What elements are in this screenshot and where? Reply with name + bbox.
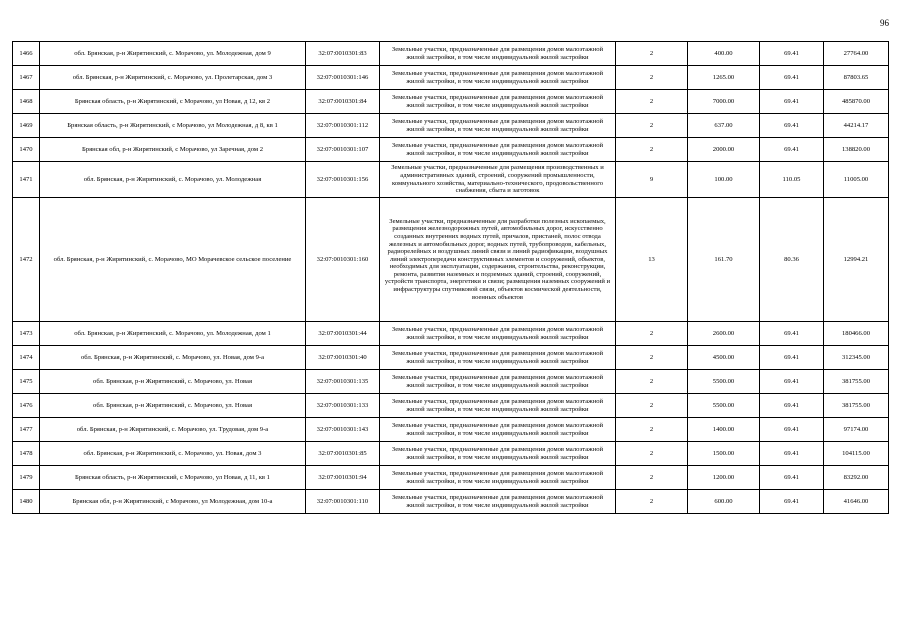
- land-category-cell: Земельные участки, предназначенные для размещения домов малоэтажной жилой застройки, в том числе индивидуальной жилой застройки: [380, 370, 616, 394]
- cadastral-number-cell: 32:07:0010301:44: [306, 322, 380, 346]
- rate-cell: 110.05: [760, 162, 824, 198]
- cadastral-number-cell: 32:07:0010301:110: [306, 490, 380, 514]
- rate-cell: 69.41: [760, 418, 824, 442]
- address-cell: обл. Брянская, р-н Жирятинский, с. Морачово, ул. Новая: [40, 370, 306, 394]
- group-cell: 2: [616, 138, 688, 162]
- address-cell: Брянская область, р-н Жирятинский, с Морачово, ул Молодежная, д 8, кв 1: [40, 114, 306, 138]
- address-cell: Брянская область, р-н Жирятинский, с Морачово, ул Новая, д 12, кв 2: [40, 90, 306, 114]
- land-category-cell: Земельные участки, предназначенные для размещения производственных и административных зданий, строений, сооружений промышленности, коммунального хозяйства, материально-технического, продовольственного снабжения, сбыта и заготовок: [380, 162, 616, 198]
- group-cell: 2: [616, 490, 688, 514]
- land-category-cell: Земельные участки, предназначенные для размещения домов малоэтажной жилой застройки, в том числе индивидуальной жилой застройки: [380, 418, 616, 442]
- address-cell: Брянская обл, р-н Жирятинский, с Морачово, ул Молодежная, дом 10-а: [40, 490, 306, 514]
- table-row: [13, 138, 889, 162]
- rate-cell: 69.41: [760, 138, 824, 162]
- land-category-cell: Земельные участки, предназначенные для размещения домов малоэтажной жилой застройки, в том числе индивидуальной жилой застройки: [380, 114, 616, 138]
- cadastral-number-cell: 32:07:0010301:133: [306, 394, 380, 418]
- cadastral-value-cell: 485870.00: [824, 90, 889, 114]
- group-cell: 2: [616, 418, 688, 442]
- cadastral-number-cell: 32:07:0010301:85: [306, 442, 380, 466]
- land-category-cell: Земельные участки, предназначенные для размещения домов малоэтажной жилой застройки, в том числе индивидуальной жилой застройки: [380, 466, 616, 490]
- cadastral-number-cell: 32:07:0010301:146: [306, 66, 380, 90]
- cadastral-value-cell: 381755.00: [824, 394, 889, 418]
- address-cell: Брянская обл, р-н Жирятинский, с Морачово, ул Заречная, дом 2: [40, 138, 306, 162]
- land-category-cell: Земельные участки, предназначенные для размещения домов малоэтажной жилой застройки, в том числе индивидуальной жилой застройки: [380, 490, 616, 514]
- table-row: [13, 114, 889, 138]
- land-category-cell: Земельные участки, предназначенные для разработки полезных ископаемых, размещения железнодорожных путей, автомобильных дорог, искусственно созданных внутренних водных путей, причалов, пристаней, полос отвода железных и автомобильных дорог, водных путей, трубопроводов, кабельных, радиорелейных и воздушных линий связи и линий радиофикации, воздушных линий электропередачи конструктивных элементов и сооружений, объектов, необходимых для эксплуатации, содержания, строительства, реконструкции, ремонта, развития наземных и подземных зданий, строений, сооружений, устройств транспорта, энергетики и связи; размещения наземных сооружений и инфраструктуры спутниковой связи, объектов космической деятельности, военных объектов: [380, 198, 616, 322]
- cadastral-value-cell: 41646.00: [824, 490, 889, 514]
- cadastral-value-cell: 83292.00: [824, 466, 889, 490]
- address-cell: обл. Брянская, р-н Жирятинский, с. Морачово, МО Морачевское сельское поселение: [40, 198, 306, 322]
- land-category-cell: Земельные участки, предназначенные для размещения домов малоэтажной жилой застройки, в том числе индивидуальной жилой застройки: [380, 138, 616, 162]
- table-row: [13, 66, 889, 90]
- land-category-cell: Земельные участки, предназначенные для размещения домов малоэтажной жилой застройки, в том числе индивидуальной жилой застройки: [380, 322, 616, 346]
- cadastral-value-cell: 44214.17: [824, 114, 889, 138]
- address-cell: обл. Брянская, р-н Жирятинский, с. Морачово, ул. Новая: [40, 394, 306, 418]
- area-cell: 1400.00: [688, 418, 760, 442]
- cadastral-value-cell: 180466.00: [824, 322, 889, 346]
- rate-cell: 69.41: [760, 394, 824, 418]
- address-cell: обл. Брянская, р-н Жирятинский, с. Морачово, ул. Молодежная, дом 9: [40, 42, 306, 66]
- row-number: 1475: [13, 370, 40, 394]
- land-registry-table: [12, 41, 889, 514]
- cadastral-value-cell: 87803.65: [824, 66, 889, 90]
- group-cell: 2: [616, 442, 688, 466]
- row-number: 1472: [13, 198, 40, 322]
- cadastral-value-cell: 12994.21: [824, 198, 889, 322]
- area-cell: 5500.00: [688, 370, 760, 394]
- address-cell: обл. Брянская, р-н Жирятинский, с. Морачово, ул. Трудовая, дом 9-а: [40, 418, 306, 442]
- area-cell: 4500.00: [688, 346, 760, 370]
- table-row: [13, 162, 889, 198]
- table-row: [13, 370, 889, 394]
- group-cell: 2: [616, 322, 688, 346]
- cadastral-number-cell: 32:07:0010301:112: [306, 114, 380, 138]
- area-cell: 600.00: [688, 490, 760, 514]
- cadastral-value-cell: 27764.00: [824, 42, 889, 66]
- cadastral-number-cell: 32:07:0010301:156: [306, 162, 380, 198]
- group-cell: 2: [616, 66, 688, 90]
- area-cell: 1500.00: [688, 442, 760, 466]
- land-category-cell: Земельные участки, предназначенные для размещения домов малоэтажной жилой застройки, в том числе индивидуальной жилой застройки: [380, 66, 616, 90]
- table-row: [13, 42, 889, 66]
- land-category-cell: Земельные участки, предназначенные для размещения домов малоэтажной жилой застройки, в том числе индивидуальной жилой застройки: [380, 394, 616, 418]
- group-cell: 2: [616, 42, 688, 66]
- cadastral-value-cell: 97174.00: [824, 418, 889, 442]
- area-cell: 1265.00: [688, 66, 760, 90]
- land-category-cell: Земельные участки, предназначенные для размещения домов малоэтажной жилой застройки, в том числе индивидуальной жилой застройки: [380, 90, 616, 114]
- address-cell: Брянская область, р-н Жирятинский, с Морачово, ул Новая, д 11, кв 1: [40, 466, 306, 490]
- rate-cell: 69.41: [760, 114, 824, 138]
- table-row: [13, 322, 889, 346]
- group-cell: 2: [616, 466, 688, 490]
- row-number: 1478: [13, 442, 40, 466]
- row-number: 1473: [13, 322, 40, 346]
- rate-cell: 69.41: [760, 490, 824, 514]
- rate-cell: 80.36: [760, 198, 824, 322]
- cadastral-number-cell: 32:07:0010301:84: [306, 90, 380, 114]
- area-cell: 7000.00: [688, 90, 760, 114]
- row-number: 1477: [13, 418, 40, 442]
- cadastral-value-cell: 104115.00: [824, 442, 889, 466]
- table-row: [13, 346, 889, 370]
- table-row: [13, 418, 889, 442]
- rate-cell: 69.41: [760, 42, 824, 66]
- area-cell: 400.00: [688, 42, 760, 66]
- group-cell: 2: [616, 370, 688, 394]
- rate-cell: 69.41: [760, 66, 824, 90]
- group-cell: 2: [616, 90, 688, 114]
- area-cell: 2000.00: [688, 138, 760, 162]
- group-cell: 9: [616, 162, 688, 198]
- group-cell: 13: [616, 198, 688, 322]
- rate-cell: 69.41: [760, 466, 824, 490]
- cadastral-number-cell: 32:07:0010301:160: [306, 198, 380, 322]
- table-row: [13, 198, 889, 322]
- land-category-cell: Земельные участки, предназначенные для размещения домов малоэтажной жилой застройки, в том числе индивидуальной жилой застройки: [380, 42, 616, 66]
- rate-cell: 69.41: [760, 346, 824, 370]
- area-cell: 1200.00: [688, 466, 760, 490]
- row-number: 1467: [13, 66, 40, 90]
- cadastral-number-cell: 32:07:0010301:135: [306, 370, 380, 394]
- area-cell: 161.70: [688, 198, 760, 322]
- row-number: 1468: [13, 90, 40, 114]
- address-cell: обл. Брянская, р-н Жирятинский, с. Морачово, ул. Молодежная: [40, 162, 306, 198]
- land-category-cell: Земельные участки, предназначенные для размещения домов малоэтажной жилой застройки, в том числе индивидуальной жилой застройки: [380, 346, 616, 370]
- row-number: 1469: [13, 114, 40, 138]
- land-category-cell: Земельные участки, предназначенные для размещения домов малоэтажной жилой застройки, в том числе индивидуальной жилой застройки: [380, 442, 616, 466]
- cadastral-value-cell: 11005.00: [824, 162, 889, 198]
- row-number: 1480: [13, 490, 40, 514]
- area-cell: 2600.00: [688, 322, 760, 346]
- rate-cell: 69.41: [760, 90, 824, 114]
- table-row: [13, 466, 889, 490]
- address-cell: обл. Брянская, р-н Жирятинский, с. Морачово, ул. Пролетарская, дом 3: [40, 66, 306, 90]
- cadastral-number-cell: 32:07:0010301:94: [306, 466, 380, 490]
- rate-cell: 69.41: [760, 322, 824, 346]
- cadastral-value-cell: 312345.00: [824, 346, 889, 370]
- rate-cell: 69.41: [760, 442, 824, 466]
- row-number: 1471: [13, 162, 40, 198]
- group-cell: 2: [616, 114, 688, 138]
- cadastral-number-cell: 32:07:0010301:40: [306, 346, 380, 370]
- cadastral-number-cell: 32:07:0010301:83: [306, 42, 380, 66]
- row-number: 1466: [13, 42, 40, 66]
- area-cell: 100.00: [688, 162, 760, 198]
- group-cell: 2: [616, 346, 688, 370]
- address-cell: обл. Брянская, р-н Жирятинский, с. Морачово, ул. Новая, дом 3: [40, 442, 306, 466]
- area-cell: 637.00: [688, 114, 760, 138]
- cadastral-number-cell: 32:07:0010301:143: [306, 418, 380, 442]
- table-row: [13, 394, 889, 418]
- address-cell: обл. Брянская, р-н Жирятинский, с. Морачово, ул. Молодежная, дом 1: [40, 322, 306, 346]
- address-cell: обл. Брянская, р-н Жирятинский, с. Морачово, ул. Новая, дом 9-а: [40, 346, 306, 370]
- group-cell: 2: [616, 394, 688, 418]
- cadastral-value-cell: 138820.00: [824, 138, 889, 162]
- page-number: 96: [880, 18, 889, 28]
- row-number: 1470: [13, 138, 40, 162]
- area-cell: 5500.00: [688, 394, 760, 418]
- cadastral-value-cell: 381755.00: [824, 370, 889, 394]
- rate-cell: 69.41: [760, 370, 824, 394]
- row-number: 1479: [13, 466, 40, 490]
- table-row: [13, 442, 889, 466]
- row-number: 1476: [13, 394, 40, 418]
- table-row: [13, 90, 889, 114]
- cadastral-number-cell: 32:07:0010301:107: [306, 138, 380, 162]
- table-row: [13, 490, 889, 514]
- row-number: 1474: [13, 346, 40, 370]
